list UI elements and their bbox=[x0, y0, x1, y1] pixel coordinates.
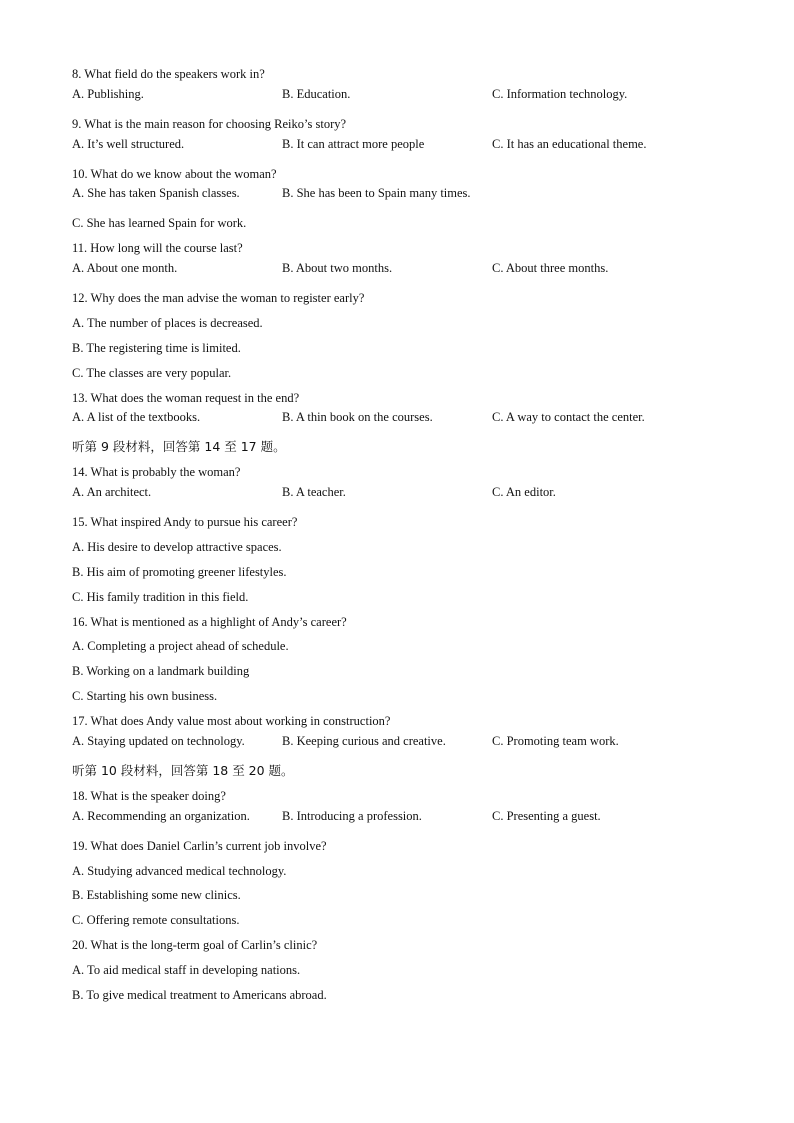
question-line: A. Completing a project ahead of schedule. bbox=[72, 639, 289, 654]
answer-option: C. About three months. bbox=[492, 261, 609, 276]
answer-option: A. About one month. bbox=[72, 261, 178, 276]
question-line: A. His desire to develop attractive spaces. bbox=[72, 539, 282, 554]
answer-option: C. A way to contact the center. bbox=[492, 410, 645, 425]
question-line: 19. What does Daniel Carlin’s current job involve? bbox=[72, 838, 327, 853]
question-line: A. The number of places is decreased. bbox=[72, 315, 263, 330]
answer-option: A. Staying updated on technology. bbox=[72, 734, 245, 749]
answer-option: A. Recommending an organization. bbox=[72, 808, 250, 823]
question-line: 17. What does Andy value most about working in construction? bbox=[72, 714, 391, 729]
answer-option: B. A teacher. bbox=[282, 485, 346, 500]
options-row bbox=[72, 137, 732, 162]
question-line: B. Establishing some new clinics. bbox=[72, 888, 241, 903]
question-line: 16. What is mentioned as a highlight of Andy’s career? bbox=[72, 614, 347, 629]
answer-option: A. It’s well structured. bbox=[72, 136, 185, 151]
question-line: C. The classes are very popular. bbox=[72, 365, 232, 380]
answer-option: C. Presenting a guest. bbox=[492, 808, 601, 823]
question-line: B. The registering time is limited. bbox=[72, 340, 241, 355]
question-line: 20. What is the long-term goal of Carlin’s clinic? bbox=[72, 938, 318, 953]
question-line: C. His family tradition in this field. bbox=[72, 589, 249, 604]
section-instruction: 听第 9 段材料，回答第 14 至 17 题。 bbox=[72, 439, 286, 455]
question-line: B. Working on a landmark building bbox=[72, 664, 250, 679]
question-line: C. She has learned Spain for work. bbox=[72, 216, 247, 231]
question-line: B. To give medical treatment to Americans abroad. bbox=[72, 987, 327, 1002]
question-line: 8. What field do the speakers work in? bbox=[72, 67, 265, 81]
answer-option: C. It has an educational theme. bbox=[492, 136, 647, 151]
answer-option: B. Education. bbox=[282, 86, 351, 101]
answer-option: C. Information technology. bbox=[492, 86, 628, 101]
question-line: B. His aim of promoting greener lifestyles. bbox=[72, 564, 287, 579]
answer-option: A. She has taken Spanish classes. bbox=[72, 186, 240, 201]
question-line: C. Offering remote consultations. bbox=[72, 913, 240, 928]
question-line: A. Studying advanced medical technology. bbox=[72, 863, 287, 878]
options-row bbox=[72, 809, 732, 834]
answer-option: B. Introducing a profession. bbox=[282, 808, 422, 823]
question-line: C. Starting his own business. bbox=[72, 689, 218, 704]
options-row bbox=[72, 485, 732, 510]
answer-option: A. Publishing. bbox=[72, 86, 144, 101]
answer-option: A. A list of the textbooks. bbox=[72, 410, 201, 425]
question-line: 12. Why does the man advise the woman to register early? bbox=[72, 291, 365, 306]
answer-option: B. Keeping curious and creative. bbox=[282, 734, 446, 749]
section-instruction: 听第 10 段材料，回答第 18 至 20 题。 bbox=[72, 762, 294, 778]
options-row bbox=[72, 87, 732, 112]
answer-option: B. About two months. bbox=[282, 261, 393, 276]
answer-option: C. Promoting team work. bbox=[492, 734, 619, 749]
question-line: 18. What is the speaker doing? bbox=[72, 788, 226, 803]
answer-option: B. She has been to Spain many times. bbox=[282, 186, 471, 201]
question-line: 14. What is probably the woman? bbox=[72, 465, 241, 480]
options-row bbox=[72, 734, 732, 759]
options-row bbox=[72, 261, 732, 286]
questions-list bbox=[72, 62, 732, 1008]
answer-option: B. A thin book on the courses. bbox=[282, 410, 433, 425]
question-line: 13. What does the woman request in the end? bbox=[72, 390, 300, 405]
answer-option: B. It can attract more people bbox=[282, 136, 425, 151]
question-line: 15. What inspired Andy to pursue his career? bbox=[72, 515, 298, 530]
question-line: A. To aid medical staff in developing nations. bbox=[72, 963, 301, 978]
options-row bbox=[72, 410, 732, 435]
question-line: 11. How long will the course last? bbox=[72, 241, 243, 256]
question-line: 10. What do we know about the woman? bbox=[72, 166, 277, 181]
options-row bbox=[72, 186, 732, 211]
question-line: 9. What is the main reason for choosing Reiko’s story? bbox=[72, 116, 347, 131]
answer-option: A. An architect. bbox=[72, 485, 152, 500]
answer-option: C. An editor. bbox=[492, 485, 556, 500]
